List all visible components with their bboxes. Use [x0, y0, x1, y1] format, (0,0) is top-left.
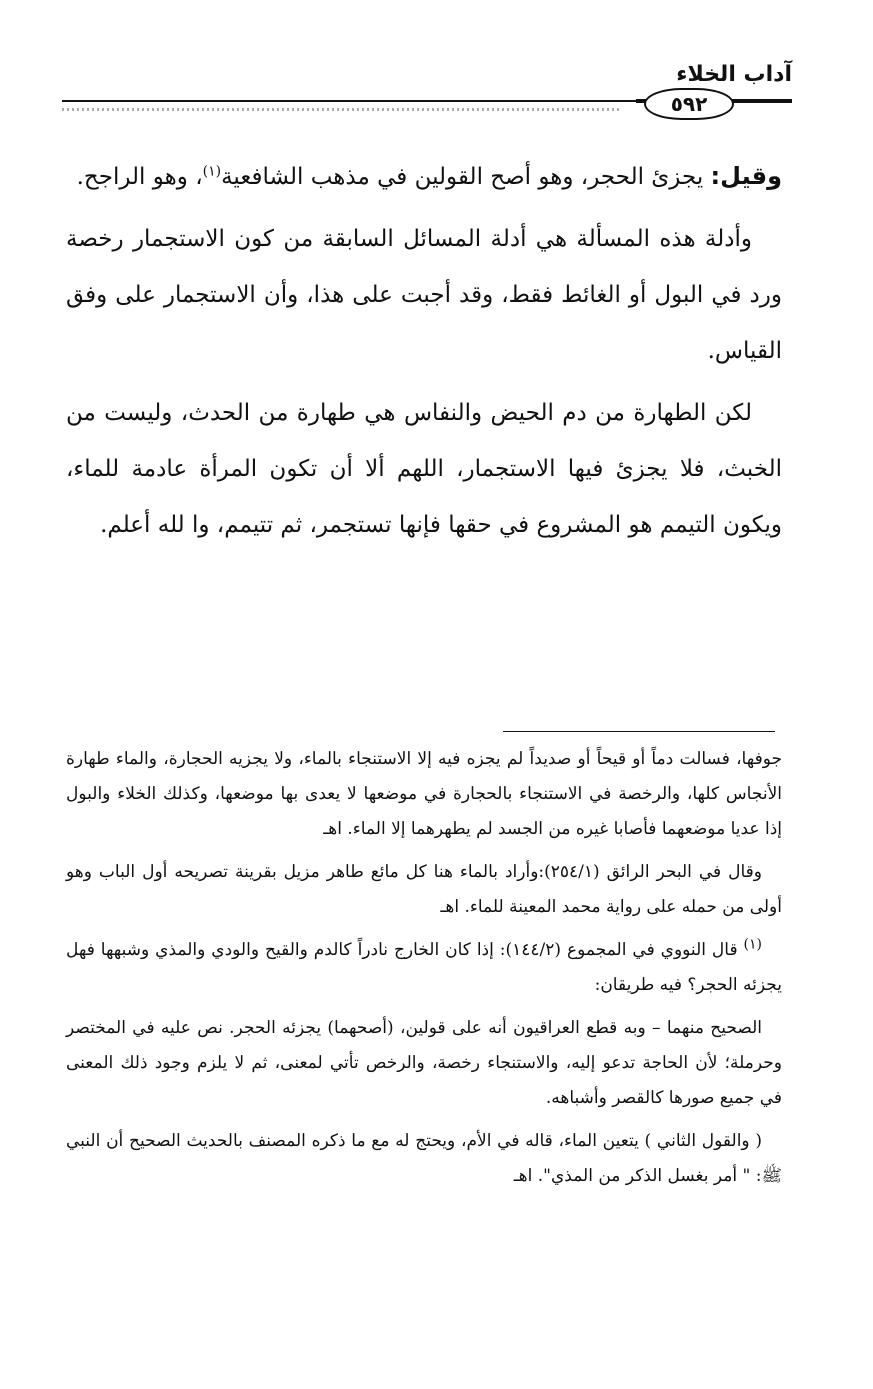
footnote-number: (١) — [743, 936, 762, 953]
running-title: آداب الخلاء — [676, 62, 792, 87]
footnote-separator — [503, 731, 775, 732]
lead-word: وقيل: — [710, 162, 782, 190]
paragraph-text: يجزئ الحجر، وهو أصح القولين في مذهب الشافعية — [221, 164, 711, 190]
paragraph-text: ، وهو الراجح. — [76, 164, 203, 190]
footnote-text: الصحيح منهما – وبه قطع العراقيون أنه على قولين، (أصحهما) يجزئه الحجر. نص عليه في المختصر وحرملة؛ لأن الحاجة تدعو إليه، والاستنجاء رخصة، والرخص تأتي لمعنى، ثم لا يلزم وجود ذلك المعنى في جميع صورها كالقصر وأشباهه. — [66, 1018, 782, 1108]
footnote — [66, 1011, 782, 1116]
footnote — [66, 933, 782, 1003]
footnote-text: قال النووي في المجموع (١٤٤/٢): إذا كان الخارج نادراً كالدم والقيح والودي والمذي وشبهها فهل يجزئه الحجر؟ فيه طريقان: — [66, 940, 782, 995]
header-rule — [62, 100, 652, 102]
main-text — [66, 148, 782, 559]
footnote-text: ( والقول الثاني ) يتعين الماء، قاله في الأم، ويحتج له مع ما ذكره المصنف بالحديث الصحيح أن النبي ﷺ: " أمر بغسل الذكر من المذي". اهـ — [66, 1131, 782, 1186]
paragraph-text: وأدلة هذه المسألة هي أدلة المسائل السابقة من كون الاستجمار رخصة ورد في البول أو الغائط فقط، وقد أجبت على هذا، وأن الاستجمار على وفق القياس. — [66, 226, 782, 364]
paragraph — [66, 148, 782, 205]
footnote — [66, 1124, 782, 1194]
page-number: ٥٩٢ — [644, 88, 734, 120]
footnote-reference: (١) — [202, 163, 222, 180]
footnote — [66, 855, 782, 925]
footnotes — [66, 742, 782, 1202]
footnote — [66, 742, 782, 847]
page-header — [62, 62, 792, 122]
footnote-text: جوفها، فسالت دماً أو قيحاً أو صديداً لم يجزه فيه إلا الاستنجاء بالماء، ولا يجزيه الحجارة، والماء طهارة الأنجاس كلها، والرخصة في الاستنجاء بالحجارة في موضعها لا يعدى بها موضعها، وكذلك الخلاء والبول إذا عديا موضعهما فأصابا غيره من الجسد لم يطهرهما إلا الماء. اهـ — [66, 749, 782, 839]
header-ornament — [62, 108, 622, 111]
footnote-text: وقال في البحر الرائق (٢٥٤/١):وأراد بالماء هنا كل مائع طاهر مزيل بقرينة تصريحه أول الباب وهو أولى من حمله على رواية محمد المعينة للماء. اهـ — [66, 862, 782, 917]
paragraph — [66, 385, 782, 553]
paragraph — [66, 211, 782, 379]
paragraph-text: لكن الطهارة من دم الحيض والنفاس هي طهارة من الحدث، وليست من الخبث، فلا يجزئ فيها الاستجمار، اللهم ألا أن تكون المرأة عادمة للماء، ويكون التيمم هو المشروع في حقها فإنها تستجمر، ثم تتيمم، وا لله أعلم. — [66, 400, 782, 538]
